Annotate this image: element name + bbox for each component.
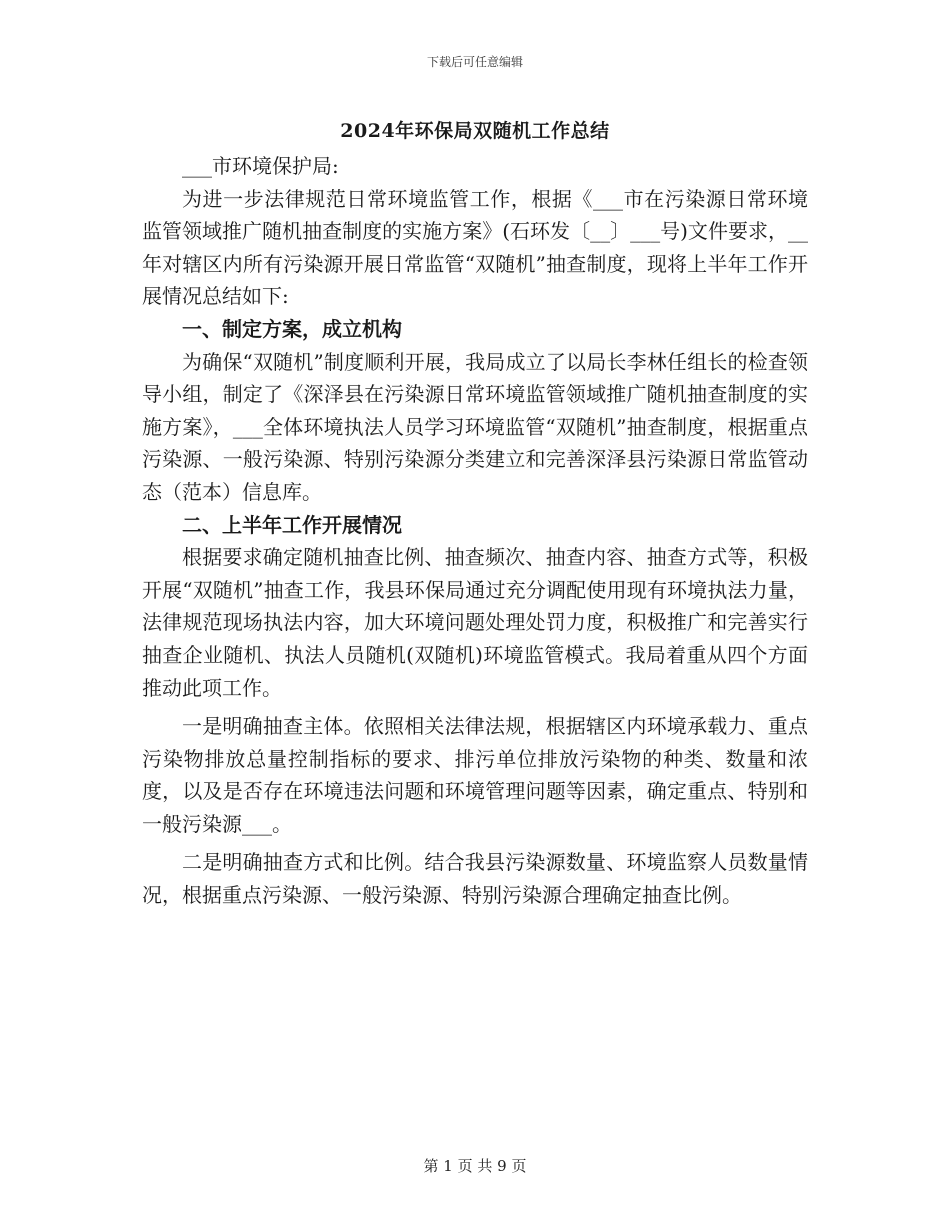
salutation: ___市环境保护局: [182,154,339,178]
paragraph-plan: 为确保“双随机”制度顺利开展，我局成立了以局长李林任组长的检查领导小组，制定了《深泽县在污染源日常环境监管领域推广随机抽查制度的实施方案》，___全体环境执法人员学习环境监管“双随机”抽查制度，根据重点污染源、一般污染源、特别污染源分类建立和完善深泽县污染源日常监管动态（范本）信息库。 [142,349,808,504]
header-note: 下载后可任意编辑 [426,55,523,69]
page-footer: 第 1 页 共 9 页 [423,1157,527,1175]
paragraph-intro: 为进一步法律规范日常环境监管工作，根据《___市在污染源日常环境监管领域推广随机抽查制度的实施方案》(石环发〔__〕___号)文件要求，__年对辖区内所有污染源开展日常监管“双随机”抽查制度，现将上半年工作开展情况总结如下: [142,186,808,309]
document-body [142,150,808,912]
paragraph-subject: 一是明确抽查主体。依照相关法律法规，根据辖区内环境承载力、重点污染物排放总量控制指标的要求、排污单位排放污染物的种类、数量和浓度，以及是否存在环境违法问题和环境管理问题等因素，确定重点、特别和一般污染源___。 [142,714,808,836]
section-heading-1: 一、制定方案，成立机构 [182,316,402,341]
document-title: 2024年环保局双随机工作总结 [340,120,610,142]
section-heading-2: 二、上半年工作开展情况 [182,512,402,537]
paragraph-progress: 根据要求确定随机抽查比例、抽查频次、抽查内容、抽查方式等，积极开展“双随机”抽查工作，我县环保局通过充分调配使用现有环境执法力量，法律规范现场执法内容，加大环境问题处理处罚力度，积极推广和完善实行抽查企业随机、执法人员随机(双随机)环境监管模式。我局着重从四个方面推动此项工作。 [142,545,808,700]
paragraph-method: 二是明确抽查方式和比例。结合我县污染源数量、环境监察人员数量情况，根据重点污染源、一般污染源、特别污染源合理确定抽查比例。 [142,850,808,908]
